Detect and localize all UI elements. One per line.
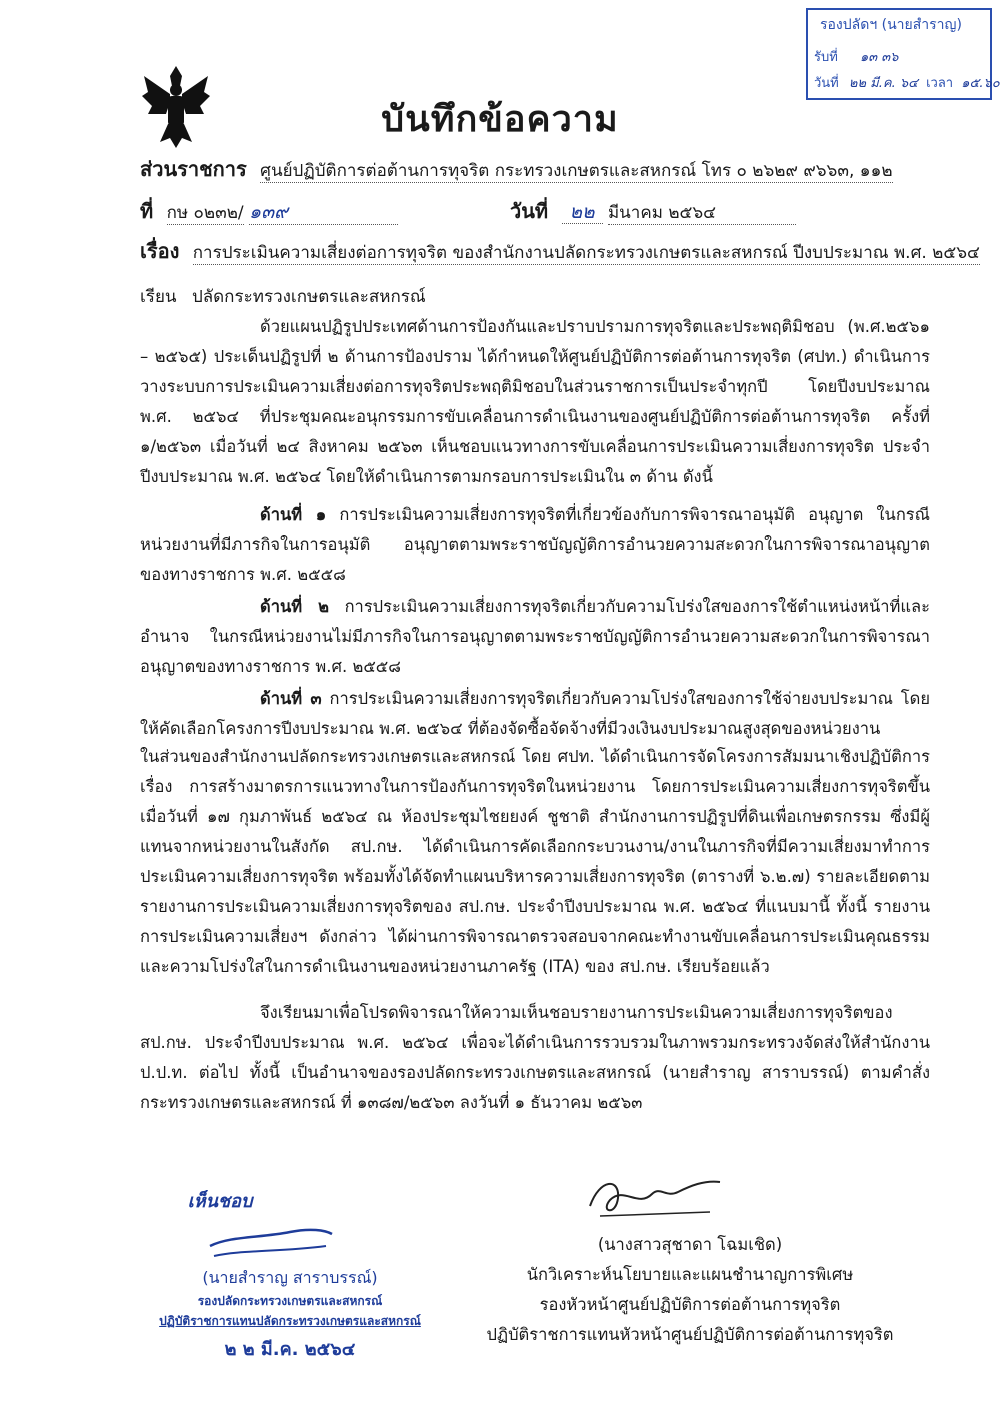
date-label: วันที่	[510, 199, 549, 223]
paragraph-dimension-2	[140, 592, 930, 682]
ref-number: ๑๓๙	[249, 201, 398, 225]
stamp-date-value: ๒๒ มี.ค. ๖๔	[848, 76, 918, 91]
dimension-3-label: ด้านที่ ๓	[260, 689, 322, 708]
signature-right-acting: ปฏิบัติราชการแทนหัวหน้าศูนย์ปฏิบัติการต่อต้านการทุจริต	[486, 1325, 894, 1344]
stamp-receive-label: รับที่	[814, 50, 838, 65]
date-rest: มีนาคม ๒๕๖๔	[608, 203, 796, 225]
subject-label: เรื่อง	[140, 239, 180, 263]
signature-right-role: รองหัวหน้าศูนย์ปฏิบัติการต่อต้านการทุจริต	[539, 1295, 841, 1314]
paragraph-dimension-3	[140, 684, 930, 744]
approval-note: เห็นชอบ	[187, 1191, 253, 1212]
paragraph-closing	[140, 998, 930, 1118]
to-label: เรียน	[140, 287, 177, 307]
stamp-time-label: เวลา	[926, 76, 954, 91]
paragraph-ops-details	[140, 742, 930, 982]
paragraph-dimension-1	[140, 500, 930, 590]
dimension-1-text: การประเมินความเสี่ยงการทุจริตที่เกี่ยวข้องกับการพิจารณาอนุมัติ อนุญาต ในกรณีหน่วยงานที่มีภารกิจในการอนุมัติ อนุญาตตามพระราชบัญญัติการอำนวยความสะดวกในการพิจารณาอนุญาตของทางราชการ พ.ศ. ๒๕๕๘	[140, 505, 930, 584]
dimension-2-text: การประเมินความเสี่ยงการทุจริตเกี่ยวกับความโปร่งใสของการใช้ตำแหน่งหน้าที่และอำนาจ ในกรณีหน่วยงานไม่มีภารกิจในการอนุญาตตามพระราชบัญญัติการอำนวยความสะดวกในการพิจารณาอนุญาตของทางราชการ พ.ศ. ๒๕๕๘	[140, 597, 930, 676]
signature-left-scribble-icon	[200, 1216, 340, 1266]
approver-name: (นายสำราญ สาราบรรณ์)	[202, 1268, 378, 1287]
approver-position: รองปลัดกระทรวงเกษตรและสหกรณ์	[197, 1294, 383, 1308]
subject-value: การประเมินความเสี่ยงต่อการทุจริต ของสำนักงานปลัดกระทรวงเกษตรและสหกรณ์ ปีงบประมาณ พ.ศ. ๒๕๖๔	[192, 243, 980, 263]
subject-line	[140, 235, 980, 267]
receive-stamp	[806, 8, 1000, 100]
reference-line	[140, 195, 940, 227]
paragraph-closing-text: จึงเรียนมาเพื่อโปรดพิจารณาให้ความเห็นชอบรายงานการประเมินความเสี่ยงการทุจริตของ สป.กษ. ประจำปีงบประมาณ พ.ศ. ๒๕๖๔ เพื่อจะได้ดำเนินการรวบรวมในภาพรวมกระทรวงจัดส่งให้สำนักงาน ป.ป.ท. ต่อไป ทั้งนี้ เป็นอำนาจของรองปลัดกระทรวงเกษตรและสหกรณ์ (นายสำราญ สาราบรรณ์) ตามคำสั่งกระทรวงเกษตรและสหกรณ์ ที่ ๑๓๘๗/๒๕๖๓ ลงวันที่ ๑ ธันวาคม ๒๕๖๓	[140, 1003, 930, 1112]
paragraph-ops-text: ในส่วนของสำนักงานปลัดกระทรวงเกษตรและสหกรณ์ โดย ศปท. ได้ดำเนินการจัดโครงการสัมมนาเชิงปฏิบัติการ เรื่อง การสร้างมาตรการแนวทางในการป้องกันการทุจริตในหน่วยงาน โดยการประเมินความเสี่ยงการทุจริตขึ้น เมื่อวันที่ ๑๗ กุมภาพันธ์ ๒๕๖๔ ณ ห้องประชุมไชยยงค์ ชูชาติ สำนักงานการปฏิรูปที่ดินเพื่อเกษตรกรรม ซึ่งมีผู้แทนจากหน่วยงานในสังกัด สป.กษ. ได้ดำเนินการคัดเลือกกระบวนงาน/งานในภารกิจที่มีความเสี่ยงมาทำการประเมินความเสี่ยงการทุจริต พร้อมทั้งได้จัดทำแผนบริหารความเสี่ยงการทุจริต (ตารางที่ ๖.๒.๗) รายละเอียดตามรายงานการประเมินความเสี่ยงการทุจริตของ สป.กษ. ประจำปีงบประมาณ พ.ศ. ๒๕๖๔ ที่แนบมานี้ ทั้งนี้ รายงานการประเมินความเสี่ยงฯ ดังกล่าว ได้ผ่านการพิจารณาตรวจสอบจากคณะทำงานขับเคลื่อนการประเมินคุณธรรมและความโปร่งใสในการดำเนินงานของหน่วยงานภาครัฐ (ITA) ของ สป.กษ. เรียบร้อยแล้ว	[140, 747, 930, 976]
agency-value: ศูนย์ปฏิบัติการต่อต้านการทุจริต กระทรวงเกษตรและสหกรณ์ โทร ๐ ๒๖๒๙ ๙๖๖๓, ๑๑๒	[260, 161, 893, 181]
paragraph-intro-text: ด้วยแผนปฏิรูปประเทศด้านการป้องกันและปราบปรามการทุจริตและประพฤติมิชอบ (พ.ศ.๒๕๖๑ – ๒๕๖๕) ประเด็นปฏิรูปที่ ๒ ด้านการป้องปราม ได้กำหนดให้ศูนย์ปฏิบัติการต่อต้านการทุจริต (ศปท.) ดำเนินการวางระบบการประเมินความเสี่ยงต่อการทุจริตประพฤติมิชอบในส่วนราชการเป็นประจำทุกปี โดยปีงบประมาณ พ.ศ. ๒๕๖๔ ที่ประชุมคณะอนุกรรมการขับเคลื่อนการดำเนินงานของศูนย์ปฏิบัติการต่อต้านการทุจริต ครั้งที่ ๑/๒๕๖๓ เมื่อวันที่ ๒๔ สิงหาคม ๒๕๖๓ เห็นชอบแนวทางการขับเคลื่อนการประเมินความเสี่ยงการทุจริต ประจำปีงบประมาณ พ.ศ. ๒๕๖๔ โดยให้ดำเนินการตามกรอบการประเมินใน ๓ ด้าน ดังนี้	[140, 317, 930, 486]
stamp-time-value: ๑๕.๖๐	[961, 76, 1000, 91]
dimension-3-text: การประเมินความเสี่ยงการทุจริตเกี่ยวกับความโปร่งใสของการใช้จ่ายงบประมาณ โดยให้คัดเลือกโครงการปีงบประมาณ พ.ศ. ๒๕๖๔ ที่ต้องจัดซื้อจัดจ้างที่มีวงเงินงบประมาณสูงสุดของหน่วยงาน	[140, 689, 930, 738]
signature-right-position: นักวิเคราะห์นโยบายและแผนชำนาญการพิเศษ	[526, 1265, 854, 1284]
agency-line	[140, 153, 893, 185]
approval-date: ๒ ๒ มี.ค. ๒๕๖๔	[224, 1339, 356, 1360]
ref-label: ที่	[140, 199, 154, 223]
paragraph-intro	[140, 312, 930, 492]
stamp-receive-row	[814, 46, 898, 67]
dimension-2-label: ด้านที่ ๒	[260, 597, 330, 616]
date-day: ๒๒	[562, 201, 603, 224]
stamp-title: รองปลัดฯ (นายสำราญ)	[820, 17, 962, 33]
stamp-date-label: วันที่	[814, 76, 839, 91]
salutation-line	[140, 283, 426, 310]
memo-title: บันทึกข้อความ	[381, 99, 619, 140]
approver-acting: ปฏิบัติราชการแทนปลัดกระทรวงเกษตรและสหกรณ์	[159, 1314, 421, 1328]
signature-right-name: (นางสาวสุชาดา โฉมเชิด)	[597, 1235, 783, 1254]
signature-right-block	[430, 1230, 950, 1350]
stamp-receive-no: ๑๓ ๓๖	[859, 50, 899, 65]
to-value: ปลัดกระทรวงเกษตรและสหกรณ์	[191, 287, 426, 307]
signature-right-scribble-icon	[580, 1168, 730, 1228]
dimension-1-label: ด้านที่ ๑	[260, 505, 327, 524]
ref-prefix: กษ ๐๒๓๒/	[166, 203, 244, 223]
agency-label: ส่วนราชการ	[140, 157, 247, 181]
